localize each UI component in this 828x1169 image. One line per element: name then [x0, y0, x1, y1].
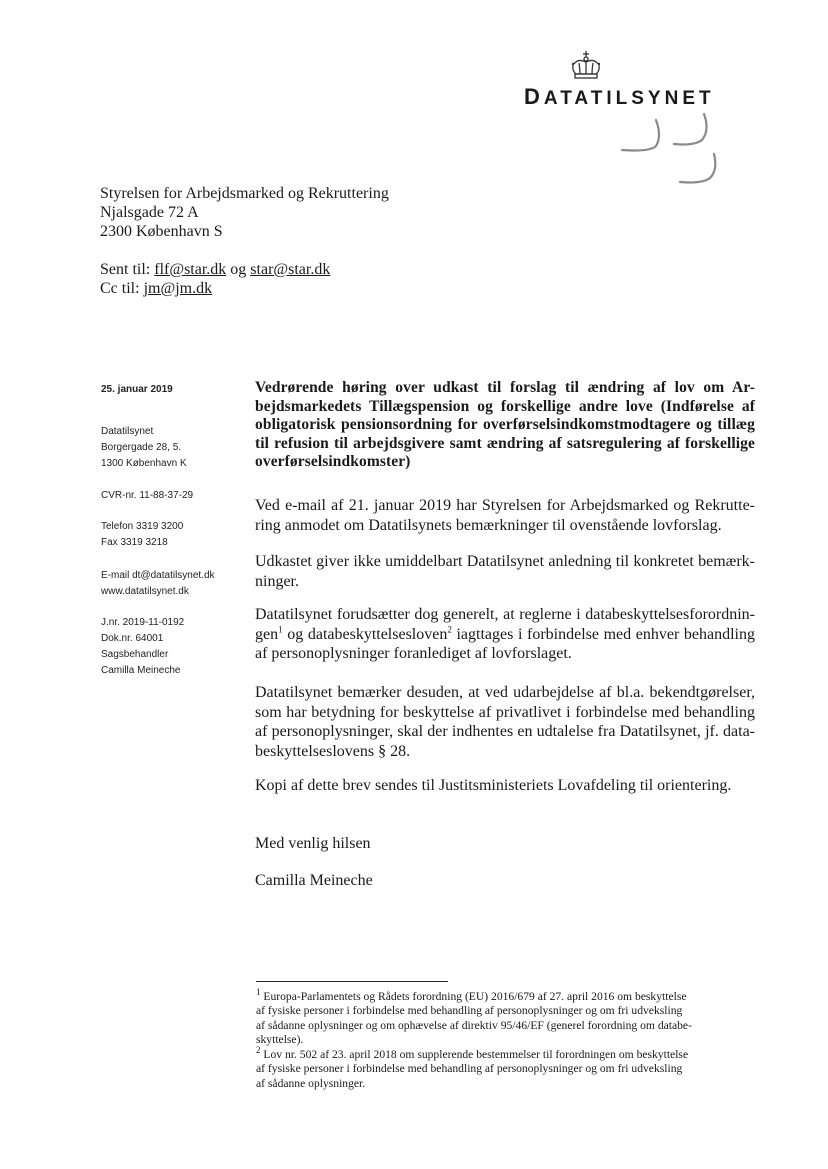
footnote-1: $^1$ Europa-Parlamentets og Rådets forordning (EU) 2016/679 af 27. april 2016 om beskyttelse af fysiske personer i forbindelse med behandling af personoplysninger og om fri udveksling af sådanne oplysninger og om ophævelse af direktiv 95/46/EF (generel forordning om databe- skyttelse). — [256, 987, 692, 1046]
paragraph-line: Kopi af dette brev sendes til Justitsministeriets Lovafdeling til orientering. — [255, 777, 732, 794]
case-handler-label: Sagsbehandler — [101, 649, 169, 660]
logo-wordmark: DATATILSYNET — [524, 84, 715, 109]
footnote-divider — [256, 981, 448, 982]
footnote-2-number: 2 — [256, 1045, 261, 1056]
paragraph-line: af personoplysninger foranlediget af lovforslaget. — [255, 645, 572, 662]
sender-address-1: Borgergade 28, 5. — [101, 442, 182, 453]
sender-phone: Telefon 3319 3200 — [101, 521, 184, 532]
subject-line: til refusion til arbejdsgivere samt ændring af satsregulering af forskellige — [255, 434, 755, 452]
sender-address-2: 1300 København K — [101, 458, 187, 469]
letter-date: 25. januar 2019 — [101, 384, 173, 395]
paragraph-line: af personoplysninger, skal der indhentes en udtalelse fra Datatilsynet, jf. data- — [255, 723, 755, 740]
subject-line: bejdsmarkedets Tillægspension og forskellige andre love (Indførelse af — [255, 397, 755, 415]
cc-email[interactable]: jm@jm.dk — [143, 280, 213, 297]
sender-website[interactable]: www.datatilsynet.dk — [101, 586, 189, 597]
sender-email[interactable]: E-mail dt@datatilsynet.dk — [101, 570, 215, 581]
sent-to-email-2[interactable]: star@star.dk — [250, 261, 331, 278]
subject-line: overførselsindkomster) — [255, 453, 411, 471]
paragraph-line: gen$^1$ og databeskyttelsesloven$^2$ iagttages i forbindelse med enhver behandling — [255, 624, 755, 643]
sender-org: Datatilsynet — [101, 426, 154, 437]
recipient-city: 2300 København S — [100, 223, 223, 240]
journal-number: J.nr. 2019-11-0192 — [101, 617, 185, 628]
paragraph-3 — [255, 605, 755, 664]
handwritten-initials — [618, 112, 728, 192]
closing: Med venlig hilsen — [255, 835, 371, 852]
paragraph-1 — [255, 496, 755, 535]
paragraph-line: som har betydning for beskyttelse af privatlivet i forbindelse med behandling — [255, 703, 755, 721]
document-number: Dok.nr. 64001 — [101, 633, 164, 644]
recipient-street: Njalsgade 72 A — [100, 204, 199, 221]
case-handler-name: Camilla Meineche — [101, 665, 181, 676]
sent-to-label: Sent til: — [100, 261, 151, 278]
sent-to-email-1[interactable]: flf@star.dk — [154, 261, 227, 278]
signature: Camilla Meineche — [255, 872, 373, 889]
subject-line: obligatorisk pensionsordning for overførselsindkomstmodtagere og tillæg — [255, 416, 755, 434]
sender-cvr: CVR-nr. 11-88-37-29 — [101, 490, 194, 501]
crown-icon — [568, 50, 604, 82]
recipient-name: Styrelsen for Arbejdsmarked og Rekruttering — [100, 185, 389, 202]
sender-fax: Fax 3319 3218 — [101, 537, 168, 548]
footnote-1-number: 1 — [256, 987, 261, 998]
paragraph-4 — [255, 683, 755, 761]
paragraph-5 — [255, 776, 755, 796]
footnote-2: $^2$ Lov nr. 502 af 23. april 2018 om supplerende bestemmelser til forordningen om beskyttelse af fysiske personer i forbindelse med behandling af personoplysninger og om fri udveksling af sådanne oplysninger. — [256, 1045, 689, 1090]
footnote-ref-1[interactable]: 1 — [278, 624, 283, 635]
footnote-ref-2[interactable]: 2 — [447, 624, 452, 635]
sent-to-connector: og — [230, 261, 247, 278]
sent-to-line — [100, 260, 330, 279]
paragraph-line: Udkastet giver ikke umiddelbart Datatilsynet anledning til konkretet bemærk- — [255, 553, 755, 570]
paragraph-line: ring anmodet om Datatilsynets bemærkninger til ovenstående lovforslag. — [255, 516, 722, 534]
paragraph-2 — [255, 552, 755, 591]
paragraph-line: ninger. — [255, 572, 299, 590]
cc-label: Cc til: — [100, 280, 140, 297]
subject-line: Vedrørende høring over udkast til forslag til ændring af lov om Ar- — [255, 379, 755, 396]
paragraph-line: Datatilsynet bemærker desuden, at ved udarbejdelse af bl.a. bekendtgørelser, — [255, 684, 755, 701]
paragraph-line: Ved e-mail af 21. januar 2019 har Styrelsen for Arbejdsmarked og Rekrutte- — [255, 497, 755, 514]
letter-subject — [255, 379, 755, 472]
cc-line — [100, 279, 212, 298]
paragraph-line: Datatilsynet forudsætter dog generelt, at reglerne i databeskyttelsesforordnin- — [255, 606, 755, 623]
paragraph-line: beskyttelseslovens § 28. — [255, 742, 411, 760]
